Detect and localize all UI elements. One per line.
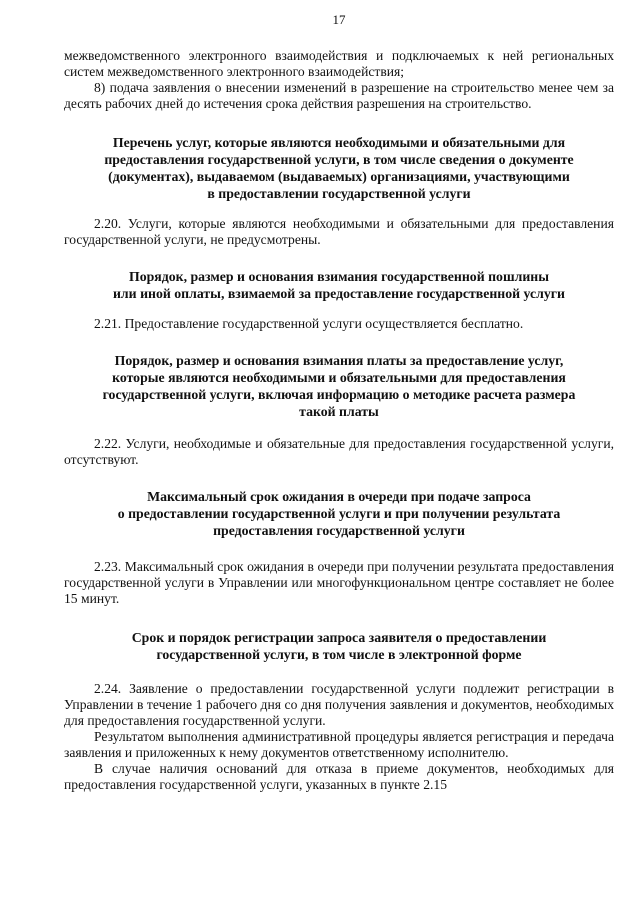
heading-line: предоставления государственной услуги bbox=[213, 523, 465, 538]
paragraph-refusal: В случае наличия оснований для отказа в приеме документов, необходимых для предоставления государственной услуги, указанных в пункте 2.15 bbox=[64, 761, 614, 792]
heading-line: Перечень услуг, которые являются необходимыми и обязательными для bbox=[112, 135, 566, 150]
section-heading-required-services bbox=[64, 134, 614, 202]
paragraph-2-22: 2.22. Услуги, необходимые и обязательные для предоставления государственной услуги, отсутствуют. bbox=[64, 436, 614, 467]
paragraph-2-23: 2.23. Максимальный срок ожидания в очереди при получении результата предоставления государственной услуги в Управлении или многофункциональном центре составляет не более 15 минут. bbox=[64, 559, 614, 606]
heading-line: государственной услуги, в том числе в электронной форме bbox=[156, 647, 522, 662]
heading-line: Срок и порядок регистрации запроса заявителя о предоставлении bbox=[131, 630, 547, 645]
heading-line: о предоставлении государственной услуги и при получении результата bbox=[117, 506, 561, 521]
paragraph-result: Результатом выполнения административной процедуры является регистрация и передача заявления и приложенных к нему документов ответственному исполнителю. bbox=[64, 729, 614, 760]
document-page bbox=[64, 12, 614, 793]
paragraph-2-24: 2.24. Заявление о предоставлении государственной услуги подлежит регистрации в Управлении в течение 1 рабочего дня со дня получения заявления и документов, необходимых для предоставления государственной услуги. bbox=[64, 681, 614, 728]
continuation-paragraph: межведомственного электронного взаимодействия и подключаемых к ней региональных систем межведомственного электронного взаимодействия; bbox=[64, 48, 614, 79]
heading-line: которые являются необходимыми и обязательными для предоставления bbox=[112, 370, 566, 385]
heading-line: государственной услуги, включая информацию о методике расчета размера bbox=[102, 387, 576, 402]
section-heading-registration bbox=[64, 629, 614, 663]
heading-line: Порядок, размер и основания взимания государственной пошлины bbox=[128, 269, 550, 284]
heading-line: в предоставлении государственной услуги bbox=[207, 186, 471, 201]
heading-line: или иной оплаты, взимаемой за предоставление государственной услуги bbox=[112, 286, 565, 301]
heading-line: такой платы bbox=[299, 404, 379, 419]
section-heading-state-fee bbox=[64, 268, 614, 302]
heading-line: (документах), выдаваемом (выдаваемых) организациями, участвующими bbox=[108, 169, 570, 184]
list-item-8: 8) подача заявления о внесении изменений в разрешение на строительство менее чем за десять рабочих дней до истечения срока действия разрешения на строительство. bbox=[64, 80, 614, 111]
heading-line: предоставления государственной услуги, в том числе сведения о документе bbox=[104, 152, 574, 167]
page-number: 17 bbox=[332, 12, 346, 27]
section-heading-service-fees bbox=[64, 352, 614, 420]
heading-line: Порядок, размер и основания взимания платы за предоставление услуг, bbox=[114, 353, 564, 368]
section-heading-queue-time bbox=[64, 488, 614, 539]
heading-line: Максимальный срок ожидания в очереди при подаче запроса bbox=[147, 489, 531, 504]
paragraph-2-21: 2.21. Предоставление государственной услуги осуществляется бесплатно. bbox=[94, 316, 524, 331]
paragraph-2-20: 2.20. Услуги, которые являются необходимыми и обязательными для предоставления государственной услуги, не предусмотрены. bbox=[64, 216, 614, 247]
